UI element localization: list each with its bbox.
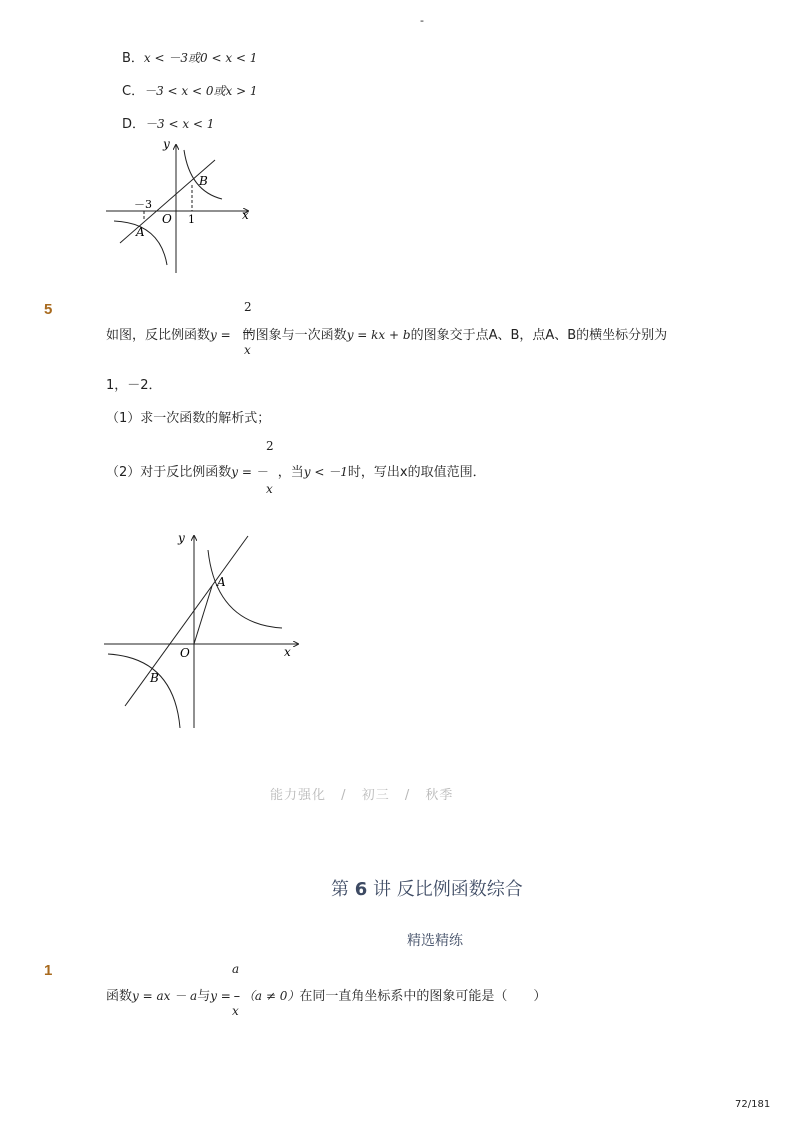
option-b-label: B． (122, 51, 144, 66)
fraction-1-numerator: 2 (244, 300, 252, 314)
fraction-3-lhs: y = (210, 989, 231, 1003)
hyperbola-branch-lower (108, 654, 180, 728)
fraction-2-numerator: 2 (266, 439, 274, 453)
graph-1 (100, 135, 260, 280)
fraction-2-denominator: x (266, 482, 273, 496)
linear-function-line (125, 536, 248, 706)
option-b[interactable] (122, 47, 257, 66)
linear-function-expression: y = kx + b (346, 328, 411, 342)
y-label: y (178, 531, 185, 545)
option-b-text: x < －3或0 < x < 1 (143, 51, 258, 65)
x-label: x (284, 645, 291, 659)
x-label: x (242, 208, 249, 222)
problem-1-mid: 与 (197, 989, 211, 1004)
origin-label: O (180, 646, 190, 660)
fraction-1-lhs: y = (210, 328, 231, 342)
problem-5-text-mid: 的图象与一次函数 (242, 328, 347, 343)
origin-label: O (162, 212, 172, 226)
problem-1-pre: 函数 (106, 989, 133, 1004)
page-footer (270, 784, 453, 803)
problem-1-text: 函数y = ax － a与y = – （a ≠ 0）在同一直角坐标系中的图象可能是（ ） (106, 989, 547, 1004)
problem-1-number: 1 (44, 962, 53, 979)
chapter-title (331, 875, 523, 901)
option-d-label: D． (122, 117, 146, 132)
tick-pos-label: 1 (188, 213, 195, 226)
question-2-pre: （2）对于反比例函数 (106, 465, 232, 480)
point-b-label: B (150, 671, 159, 685)
problem-1-post: 在同一直角坐标系中的图象可能是（ ） (299, 989, 547, 1004)
question-2-post: 时，写出x的取值范围． (347, 465, 486, 480)
chapter-number: 6 (354, 879, 368, 900)
problem-5-text-post: 的图象交于点A、B，点A、B的横坐标分别为 (410, 328, 668, 343)
footer-course: 能力强化 (270, 788, 327, 803)
header-mark: - (420, 14, 424, 27)
fraction-2-lhs: y = － (231, 465, 268, 479)
condition: （a ≠ 0） (242, 989, 300, 1003)
fraction-1-denominator: x (244, 343, 251, 357)
option-d[interactable] (122, 113, 214, 132)
footer-grade: 初三 (361, 788, 390, 803)
option-c[interactable] (122, 80, 258, 99)
chapter-prefix: 第 (331, 879, 349, 900)
problem-5-question-1: （1）求一次函数的解析式； (106, 411, 271, 426)
problem-5-line1 (106, 324, 667, 343)
fraction-3-numerator: a (232, 962, 240, 976)
page-number: 72/181 (735, 1099, 771, 1110)
function-1-expression: y = ax － a (132, 989, 198, 1003)
y-label: y (163, 137, 170, 151)
fraction-1-bar (243, 332, 253, 333)
graph-2 (100, 528, 305, 733)
tick-neg-label: －3 (134, 198, 152, 211)
point-a-label: A (217, 575, 226, 589)
segment-oa (194, 586, 212, 644)
problem-5-question-2 (106, 461, 486, 480)
condition-expression: y < －1 (303, 465, 348, 479)
problem-5-number: 5 (44, 301, 53, 318)
option-c-text: －3 < x < 0或x > 1 (144, 84, 258, 98)
fraction-3-denominator: x (232, 1004, 239, 1018)
problem-5-text-pre: 如图，反比例函数 (106, 328, 211, 343)
section-title: 精选精练 (407, 933, 463, 949)
footer-season: 秋季 (425, 788, 454, 803)
hyperbola-branch-upper (208, 550, 282, 628)
chapter-name: 讲 反比例函数综合 (373, 879, 523, 900)
footer-separator-1: / (341, 788, 347, 803)
footer-separator-2: / (404, 788, 411, 803)
point-a-label: A (136, 225, 145, 239)
problem-5-line2: 1，－2． (106, 378, 162, 393)
option-d-text: －3 < x < 1 (145, 117, 215, 131)
option-c-label: C． (122, 84, 145, 99)
point-b-label: B (199, 174, 208, 188)
question-2-mid: ，当 (277, 465, 304, 480)
